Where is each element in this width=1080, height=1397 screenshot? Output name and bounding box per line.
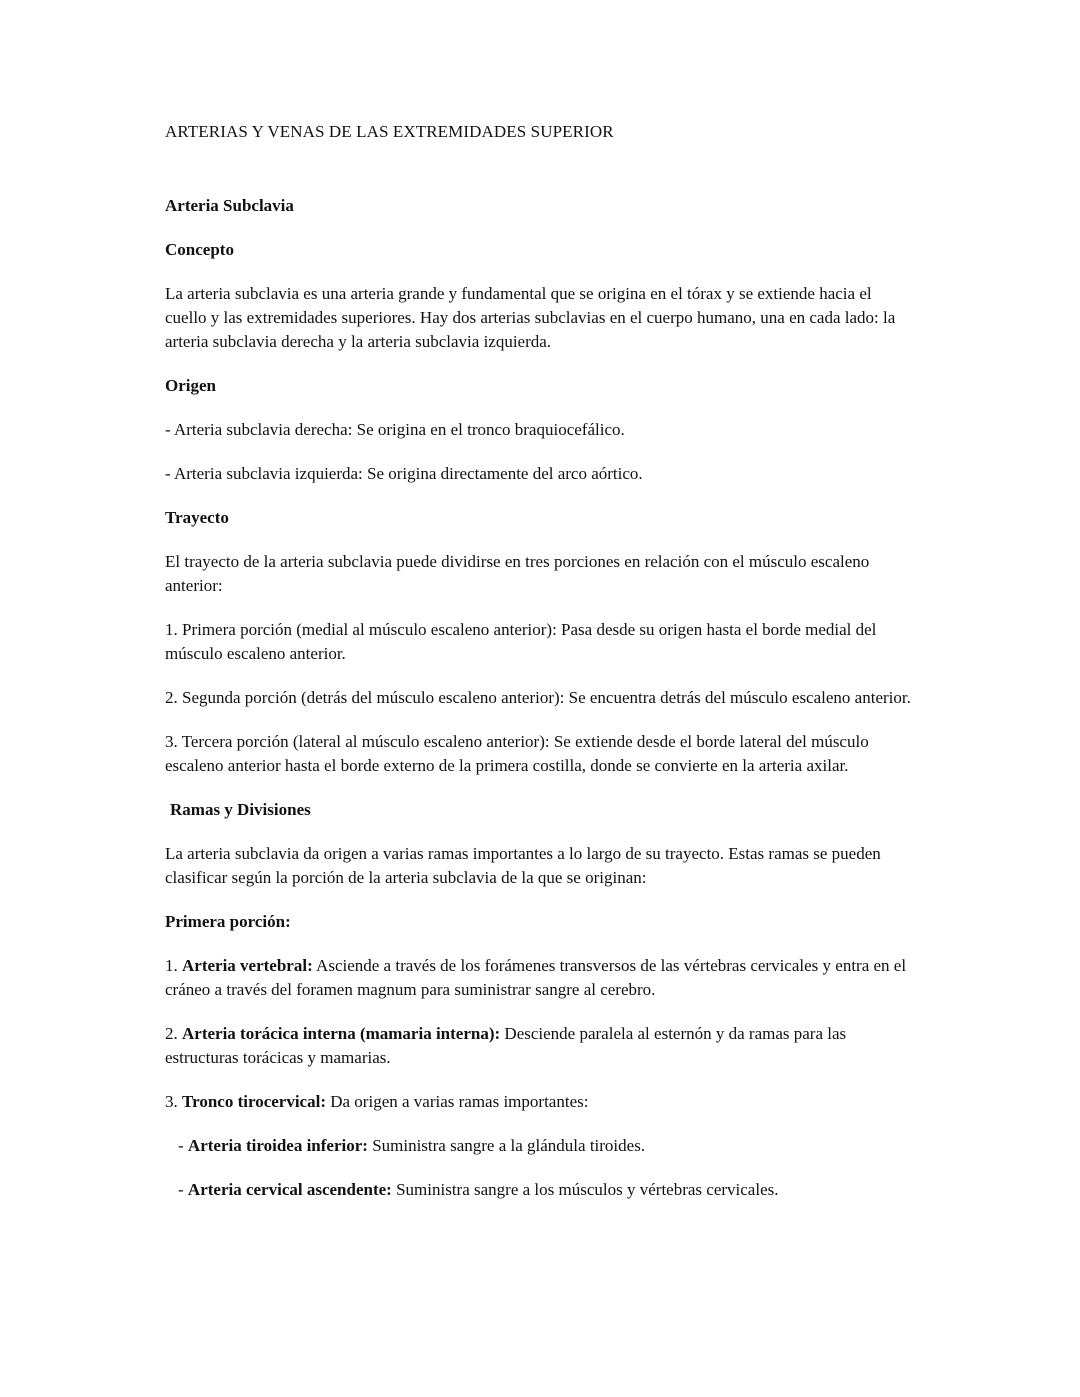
- trayecto-item-primera: 1. Primera porción (medial al músculo escaleno anterior): Pasa desde su origen hasta el borde medial del músculo escaleno anterior.: [165, 620, 877, 663]
- ramas-intro: La arteria subclavia da origen a varias ramas importantes a lo largo de su trayecto. Estas ramas se pueden clasificar según la porción de la arteria subclavia de la que se originan:: [165, 844, 881, 887]
- subrama-item-tiroidea-inferior: [165, 1134, 915, 1158]
- trayecto-item-tercera: 3. Tercera porción (lateral al músculo escaleno anterior): Se extiende desde el borde lateral del músculo escaleno anterior hasta el borde externo de la primera costilla, donde se convierte en la arteria axilar.: [165, 732, 869, 775]
- subrama-item-prefix: -: [178, 1180, 188, 1199]
- ramas-heading: Ramas y Divisiones: [170, 800, 311, 819]
- section-title: Arteria Subclavia: [165, 196, 294, 215]
- rama-item-toracica-interna: [165, 1022, 915, 1070]
- trayecto-heading: Trayecto: [165, 508, 229, 527]
- subrama-item-text: Suministra sangre a los músculos y vértebras cervicales.: [391, 1180, 779, 1199]
- rama-item-text: Da origen a varias ramas importantes:: [325, 1092, 589, 1111]
- rama-item-text: Desciende paralela al esternón y da ramas para las estructuras torácicas y mamarias.: [165, 1024, 847, 1067]
- subrama-item-term: Arteria tiroidea inferior:: [187, 1136, 368, 1155]
- rama-item-prefix: 3.: [165, 1092, 182, 1111]
- rama-item-tirocervical: [165, 1090, 915, 1114]
- rama-item-term: Tronco tirocervical:: [182, 1092, 326, 1111]
- primera-porcion-heading: Primera porción:: [165, 912, 291, 931]
- concepto-text: La arteria subclavia es una arteria grande y fundamental que se origina en el tórax y se extiende hacia el cuello y las extremidades superiores. Hay dos arterias subclavias en el cuerpo humano, una en cada lado: la arteria subclavia derecha y la arteria subclavia izquierda.: [165, 284, 896, 351]
- origen-item-derecha: - Arteria subclavia derecha: Se origina en el tronco braquiocefálico.: [165, 420, 625, 439]
- subrama-item-text: Suministra sangre a la glándula tiroides.: [367, 1136, 646, 1155]
- rama-item-prefix: 2.: [165, 1024, 182, 1043]
- origen-item-izquierda: - Arteria subclavia izquierda: Se origina directamente del arco aórtico.: [165, 464, 643, 483]
- rama-item-prefix: 1.: [165, 956, 182, 975]
- rama-item-vertebral: [165, 954, 915, 1002]
- subrama-item-cervical-ascendente: [165, 1178, 915, 1202]
- rama-item-term: Arteria vertebral:: [182, 956, 313, 975]
- rama-item-term: Arteria torácica interna (mamaria interna):: [182, 1024, 501, 1043]
- origen-heading: Origen: [165, 376, 216, 395]
- subrama-item-term: Arteria cervical ascendente:: [187, 1180, 392, 1199]
- trayecto-item-segunda: 2. Segunda porción (detrás del músculo escaleno anterior): Se encuentra detrás del músculo escaleno anterior.: [165, 688, 911, 707]
- concepto-heading: Concepto: [165, 240, 234, 259]
- document-title: ARTERIAS Y VENAS DE LAS EXTREMIDADES SUPERIOR: [165, 122, 614, 141]
- rama-item-text: Asciende a través de los forámenes transversos de las vértebras cervicales y entra en el cráneo a través del foramen magnum para suministrar sangre al cerebro.: [165, 956, 907, 999]
- document-page: [165, 120, 915, 1222]
- subrama-item-prefix: -: [178, 1136, 188, 1155]
- trayecto-intro: El trayecto de la arteria subclavia puede dividirse en tres porciones en relación con el músculo escaleno anterior:: [165, 552, 870, 595]
